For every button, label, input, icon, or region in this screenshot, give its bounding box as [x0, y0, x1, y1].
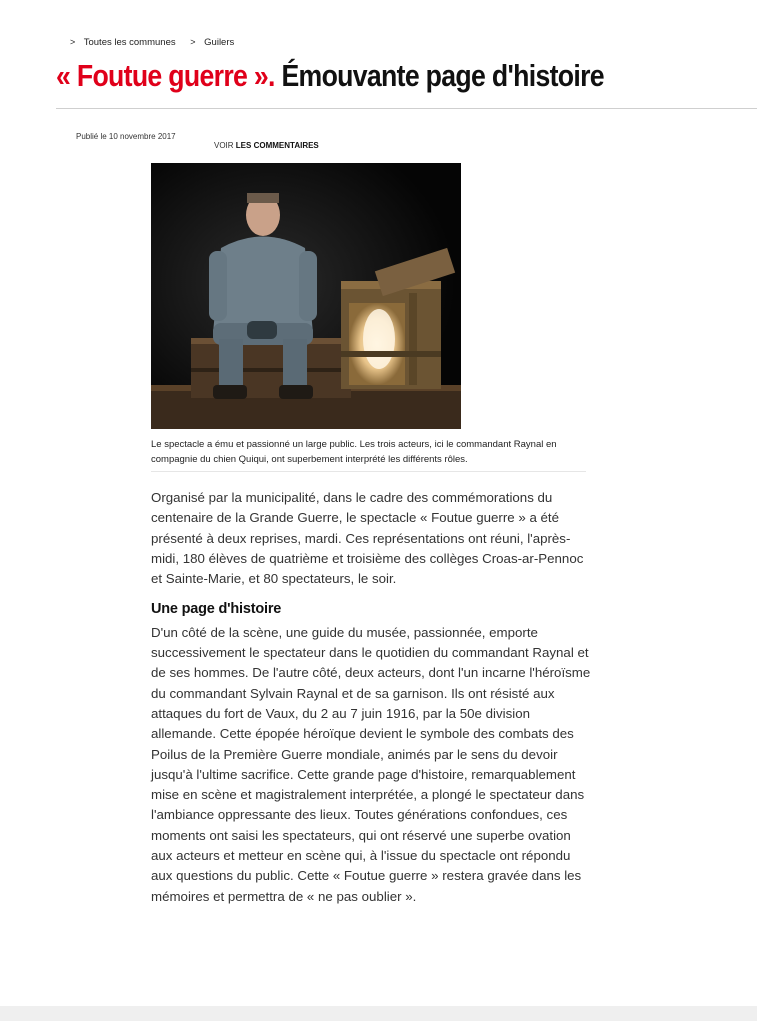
stage-scene-image — [151, 163, 461, 429]
title-main: Émouvante page d'histoire — [281, 58, 604, 93]
breadcrumb-separator: > — [70, 37, 76, 47]
footer-band — [0, 1006, 757, 1021]
comments-prefix: VOIR — [214, 141, 234, 150]
article-paragraph: Organisé par la municipalité, dans le cadre des commémorations du centenaire de la Grande Guerre, le spectacle « Foutue guerre » a été présenté à deux reprises, mardi. Ces représentations ont réuni, l'après-midi, 180 élèves de quatrième et troisième des collèges Croas-ar-Pennoc et Sainte-Marie, et 80 spectateurs, le soir. — [151, 490, 584, 587]
breadcrumb-item-guilers[interactable]: Guilers — [204, 37, 235, 48]
comments-link[interactable] — [214, 141, 319, 150]
article-subheading: Une page d'histoire — [151, 601, 282, 618]
title-divider — [56, 108, 757, 109]
page-title — [56, 58, 604, 94]
caption-divider — [151, 471, 586, 472]
article-photo — [151, 163, 461, 429]
publication-date: Publié le 10 novembre 2017 — [76, 132, 176, 141]
comments-label: LES COMMENTAIRES — [235, 141, 319, 150]
title-accent: « Foutue guerre ». — [56, 58, 275, 93]
breadcrumb-item-all-communes[interactable]: Toutes les communes — [83, 37, 176, 48]
photo-caption: Le spectacle a ému et passionné un large public. Les trois acteurs, ici le commandant Raynal en compagnie du chien Quiqui, ont superbement interprété les différents rôles. — [151, 439, 557, 465]
article-paragraph: D'un côté de la scène, une guide du musée, passionnée, emporte successivement le spectateur dans le quotidien du commandant Raynal et de ses hommes. De l'autre côté, deux acteurs, dont l'un incarne l'héroïsme du commandant Sylvain Raynal et de sa garnison. Ils ont résisté aux attaques du fort de Vaux, du 2 au 7 juin 1916, par la 50e division allemande. Cette épopée héroïque devient le symbole des combats des Poilus de la Première Guerre mondiale, animés par le sens du devoir jusqu'à l'ultime sacrifice. Cette grande page d'histoire, remarquablement mise en scène et magistralement interprétée, a plongé le spectateur dans l'ambiance oppressante des lieux. Toutes générations confondues, ces moments ont saisi les spectateurs, qui ont réservé une superbe ovation aux acteurs et metteur en scène qui, à l'issue du spectacle ont répondu aux questions du public. Cette « Foutue guerre » restera gravée dans les mémoires et permettra de « ne pas oublier ». — [151, 624, 591, 904]
breadcrumb — [70, 37, 246, 48]
article-body — [151, 488, 591, 907]
breadcrumb-separator: > — [190, 37, 196, 47]
